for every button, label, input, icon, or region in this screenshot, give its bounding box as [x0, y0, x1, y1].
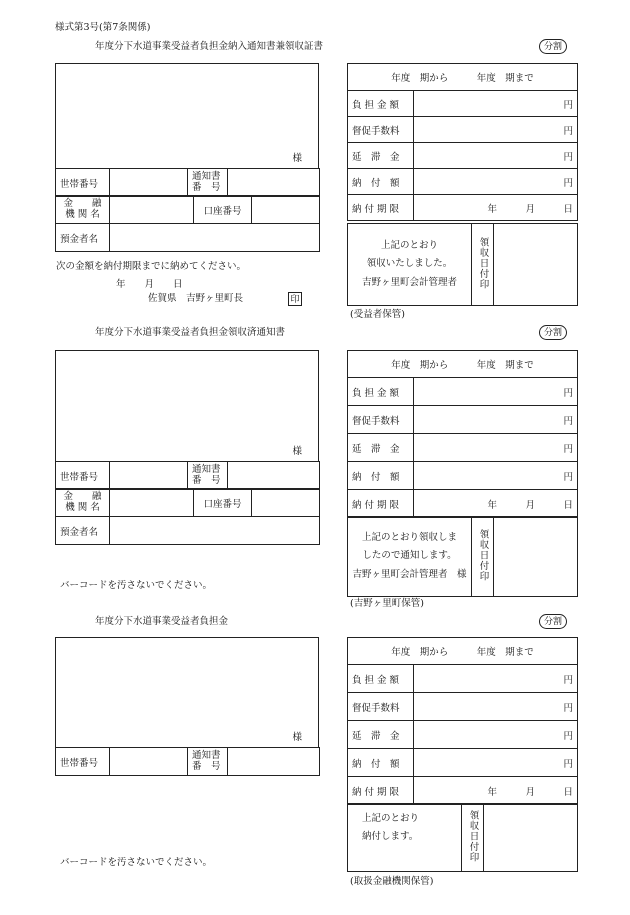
receipt-stamp-label: 領収日付印 [472, 517, 494, 597]
bank-name-label: 金 融 機 関 名 [56, 489, 110, 517]
section1-receipt-text: 上記のとおり 領収いたしました。 吉野ヶ里町会計管理者 [348, 224, 472, 306]
receipt-stamp-area[interactable] [484, 804, 578, 872]
section3-sama: 様 [292, 731, 302, 743]
payment-amount-value[interactable]: 円 [414, 169, 578, 195]
account-no-label: 口座番号 [194, 196, 252, 224]
account-no-value[interactable] [252, 489, 320, 517]
section2-barcode-note: バーコードを汚さないでください。 [60, 580, 213, 591]
section1-amount-table [347, 63, 578, 221]
receipt-stamp-label: 領収日付印 [472, 224, 494, 306]
reminder-fee-label: 督促手数料 [348, 693, 414, 721]
due-date-label: 納 付 期 限 [348, 490, 414, 518]
reminder-fee-value[interactable]: 円 [414, 117, 578, 143]
notice-no-label: 通知書 番 号 [188, 748, 228, 776]
household-no-label: 世帯番号 [56, 748, 110, 776]
due-date-label: 納 付 期 限 [348, 777, 414, 805]
burden-amount-label: 負 担 金 額 [348, 665, 414, 693]
section2-keep-note: (吉野ヶ里町保管) [350, 598, 424, 609]
burden-amount-value[interactable]: 円 [414, 91, 578, 117]
burden-amount-label: 負 担 金 額 [348, 378, 414, 406]
due-date-value[interactable]: 年 月 日 [414, 490, 578, 518]
section1-bank-table [55, 195, 320, 252]
payment-amount-label: 納 付 額 [348, 462, 414, 490]
section3-info-table [55, 747, 320, 776]
section2-sama: 様 [292, 445, 302, 457]
depositor-label: 預金者名 [56, 517, 110, 545]
due-date-value[interactable]: 年 月 日 [414, 195, 578, 221]
payment-amount-value[interactable]: 円 [414, 462, 578, 490]
notice-no-value[interactable] [228, 169, 320, 197]
payment-amount-value[interactable]: 円 [414, 749, 578, 777]
section1-receipt-table [347, 223, 578, 306]
account-no-value[interactable] [252, 196, 320, 224]
late-fee-label: 延 滞 金 [348, 721, 414, 749]
depositor-label: 預金者名 [56, 224, 110, 252]
section1-address-box [55, 63, 319, 169]
depositor-value[interactable] [110, 224, 320, 252]
bank-name-value[interactable] [110, 196, 194, 224]
section1-title: 年度分下水道事業受益者負担金納入通知書兼領収証書 [95, 41, 324, 52]
section2-info-table [55, 461, 320, 490]
section2-receipt-table [347, 516, 578, 597]
late-fee-label: 延 滞 金 [348, 434, 414, 462]
section3-receipt-table [347, 803, 578, 872]
section2-title: 年度分下水道事業受益者負担金領収済通知書 [95, 327, 286, 338]
reminder-fee-value[interactable]: 円 [414, 693, 578, 721]
household-no-value[interactable] [110, 748, 188, 776]
section3-address-box [55, 637, 319, 748]
household-no-value[interactable] [110, 462, 188, 490]
due-date-value[interactable]: 年 月 日 [414, 777, 578, 805]
section1-split-badge: 分割 [539, 39, 567, 54]
section2-address-box [55, 350, 319, 462]
reminder-fee-label: 督促手数料 [348, 406, 414, 434]
receipt-stamp-area[interactable] [494, 517, 578, 597]
section3-amount-table [347, 637, 578, 805]
payment-amount-label: 納 付 額 [348, 169, 414, 195]
account-no-label: 口座番号 [194, 489, 252, 517]
late-fee-value[interactable]: 円 [414, 434, 578, 462]
section3-keep-note: (取扱金融機関保管) [350, 876, 434, 887]
due-date-label: 納 付 期 限 [348, 195, 414, 221]
section1-info-table [55, 168, 320, 197]
section2-bank-table [55, 488, 320, 545]
section1-issuer: 佐賀県 吉野ヶ里町長 [148, 293, 244, 304]
period-header: 年度 期から 年度 期まで [348, 638, 578, 665]
receipt-stamp-area[interactable] [494, 224, 578, 306]
late-fee-value[interactable]: 円 [414, 143, 578, 169]
reminder-fee-value[interactable]: 円 [414, 406, 578, 434]
household-no-value[interactable] [110, 169, 188, 197]
notice-no-value[interactable] [228, 462, 320, 490]
section2-receipt-text: 上記のとおり領収しま したので通知します。 吉野ヶ里町会計管理者 様 [348, 517, 472, 597]
section3-title: 年度分下水道事業受益者負担金 [95, 616, 229, 627]
burden-amount-label: 負 担 金 額 [348, 91, 414, 117]
notice-no-label: 通知書 番 号 [188, 462, 228, 490]
section1-keep-note: (受益者保管) [350, 309, 405, 320]
section3-receipt-text: 上記のとおり 納付します。 [348, 804, 462, 872]
household-no-label: 世帯番号 [56, 169, 110, 197]
bank-name-label: 金 融 機 関 名 [56, 196, 110, 224]
section2-split-badge: 分割 [539, 325, 567, 340]
section3-barcode-note: バーコードを汚さないでください。 [60, 857, 213, 868]
form-label: 様式第3号(第7条関係) [55, 22, 151, 33]
section1-seal-icon: 印 [288, 292, 302, 306]
household-no-label: 世帯番号 [56, 462, 110, 490]
payment-amount-label: 納 付 額 [348, 749, 414, 777]
burden-amount-value[interactable]: 円 [414, 665, 578, 693]
section1-note: 次の金額を納付期限までに納めてください。 [56, 261, 247, 272]
late-fee-value[interactable]: 円 [414, 721, 578, 749]
period-header: 年度 期から 年度 期まで [348, 64, 578, 91]
reminder-fee-label: 督促手数料 [348, 117, 414, 143]
receipt-stamp-label: 領収日付印 [462, 804, 484, 872]
section2-amount-table [347, 350, 578, 518]
notice-no-value[interactable] [228, 748, 320, 776]
burden-amount-value[interactable]: 円 [414, 378, 578, 406]
section1-sama: 様 [292, 152, 302, 164]
section3-split-badge: 分割 [539, 614, 567, 629]
period-header: 年度 期から 年度 期まで [348, 351, 578, 378]
bank-name-value[interactable] [110, 489, 194, 517]
section1-date-line: 年 月 日 [116, 279, 183, 290]
late-fee-label: 延 滞 金 [348, 143, 414, 169]
notice-no-label: 通知書 番 号 [188, 169, 228, 197]
depositor-value[interactable] [110, 517, 320, 545]
